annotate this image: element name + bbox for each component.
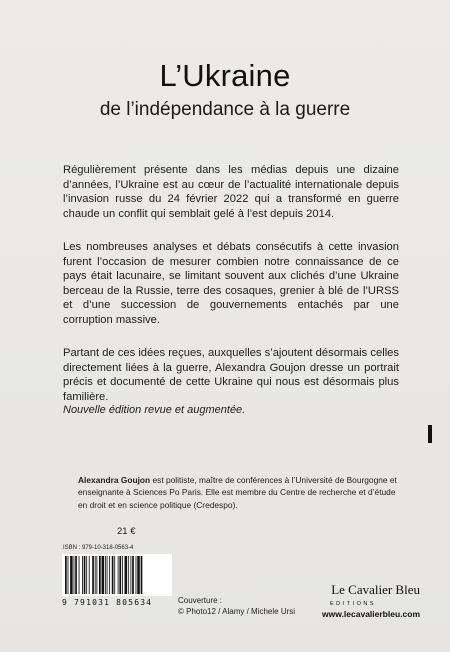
barcode-digits: 9 791031 805634 — [62, 598, 153, 607]
barcode-bar — [114, 556, 115, 594]
blurb-paragraph-3: Partant de ces idées reçues, auxquelles s’ajoutent désormais celles directement liées à la guerre, Alexandra Goujon dresse un portrait précis et documenté de cette Ukraine qui nous est désormais plus familière. — [63, 347, 399, 403]
author-bio-text: est politiste, maître de conférences à l’Université de Bourgogne et enseignante à Sciences Po Paris. Elle est membre du Centre de recherche et d’étude en droit et en science politique (Credespo). — [78, 475, 397, 510]
barcode-bar — [132, 556, 134, 594]
barcode-bar — [89, 556, 90, 594]
edition-note: Nouvelle édition revue et augmentée. — [63, 404, 246, 416]
barcode-bar — [68, 556, 69, 594]
barcode-bar — [79, 556, 80, 594]
barcode-bar — [102, 556, 105, 594]
price: 21 € — [117, 526, 136, 537]
barcode-bar — [118, 556, 119, 594]
barcode-bar — [92, 556, 94, 594]
book-title: L’Ukraine — [159, 58, 291, 93]
publisher-block — [300, 582, 420, 619]
barcode-bar — [65, 556, 67, 594]
barcode-bar — [119, 556, 121, 594]
blurb-paragraph-1: Régulièrement présente dans les médias depuis une dizaine d’années, l’Ukraine est au cœur de l’actualité internationale depuis l’invasion russe du 24 février 2022 qui a transformé en guerre chaude un conflit qui semblait gelé à l’est depuis 2014. — [63, 164, 399, 220]
barcode-bar — [128, 556, 129, 594]
barcode-bar — [96, 556, 97, 594]
blurb-paragraph-2: Les nombreuses analyses et débats consécutifs à cette invasion furent l’occasion de mesurer combien notre connaissance de ce pays était lacunaire, se limitant souvent aux clichés d’une Ukraine berceau de la Russie, terre des cosaques, grenier à blé de l’URSS et d’une succession de gouvernements entachés par une corruption massive. — [63, 241, 399, 326]
isbn: ISBN : 979-10-318-0563-4 — [63, 545, 134, 551]
barcode-bar — [105, 556, 106, 594]
cover-credit — [178, 595, 295, 617]
publisher-name: Le Cavalier Bleu — [331, 582, 420, 597]
barcode-bar — [86, 556, 87, 594]
cover-credit-label: Couverture : — [178, 596, 223, 605]
publisher-url[interactable]: www.lecavalierbleu.com — [322, 609, 420, 619]
barcode-bar — [107, 556, 108, 594]
barcode-bars — [62, 554, 172, 596]
barcode-bar — [122, 556, 123, 594]
publisher-editions: EDITIONS — [330, 601, 376, 607]
author-name: Alexandra Goujon — [78, 475, 151, 485]
book-subtitle: de l’indépendance à la guerre — [99, 99, 351, 120]
barcode-bar — [125, 556, 128, 594]
barcode-bar — [82, 556, 83, 594]
barcode-bar — [112, 556, 114, 594]
barcode-bar — [84, 556, 86, 594]
barcode-bar — [75, 556, 77, 594]
barcode-bar — [130, 556, 131, 594]
barcode-bar — [141, 556, 143, 594]
barcode — [62, 554, 172, 596]
edge-mark — [428, 425, 432, 443]
barcode-bar — [137, 556, 140, 594]
cover-credit-text: © Photo12 / Alamy / Michele Ursi — [178, 607, 296, 616]
author-bio — [78, 474, 398, 511]
barcode-bar — [99, 556, 101, 594]
barcode-bar — [70, 556, 73, 594]
barcode-bar — [95, 556, 96, 594]
barcode-bar — [109, 556, 110, 594]
barcode-bar — [74, 556, 75, 594]
barcode-bar — [136, 556, 137, 594]
